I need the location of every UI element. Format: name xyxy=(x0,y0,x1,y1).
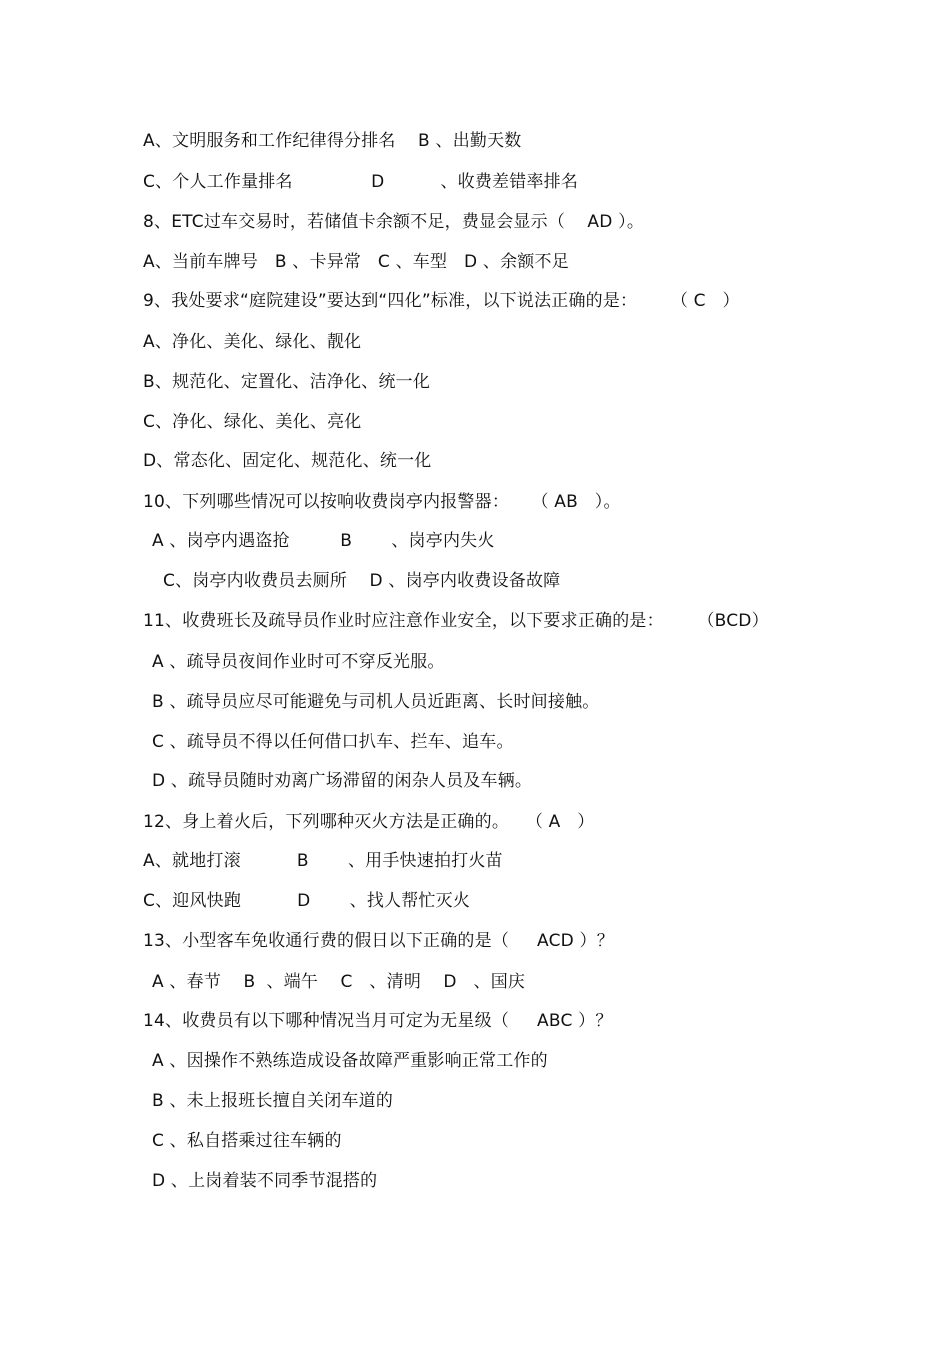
question-11-option-a: A 、疏导员夜间作业时可不穿反光服。 xyxy=(152,652,445,672)
option-line-a: A、文明服务和工作纪律得分排名 B 、出勤天数 xyxy=(143,131,522,151)
question-8: 8、ETC过车交易时，若储值卡余额不足，费显会显示（ AD ）。 xyxy=(143,212,645,232)
question-11-option-c: C 、疏导员不得以任何借口扒车、拦车、追车。 xyxy=(152,732,514,752)
question-12-options-ab: A、就地打滚 B 、用手快速拍打火苗 xyxy=(143,851,503,871)
question-14: 14、收费员有以下哪种情况当月可定为无星级（ ABC ）？ xyxy=(143,1011,613,1031)
question-13-options: A 、春节 B 、端午 C 、清明 D 、国庆 xyxy=(152,972,526,992)
question-11: 11、收费班长及疏导员作业时应注意作业安全，以下要求正确的是： （BCD） xyxy=(143,611,769,631)
question-14-option-a: A 、因操作不熟练造成设备故障严重影响正常工作的 xyxy=(152,1051,548,1071)
question-12-options-cd: C、迎风快跑 D 、找人帮忙灭火 xyxy=(143,891,471,911)
question-12: 12、身上着火后，下列哪种灭火方法是正确的。 （ A ） xyxy=(143,812,595,832)
question-10-options-ab: A 、岗亭内遇盗抢 B 、岗亭内失火 xyxy=(152,531,495,551)
question-9: 9、我处要求“庭院建设”要达到“四化”标准，以下说法正确的是： （ C ） xyxy=(143,291,740,311)
question-11-option-b: B 、疏导员应尽可能避免与司机人员近距离、长时间接触。 xyxy=(152,692,600,712)
question-8-options: A、当前车牌号 B 、卡异常 C 、车型 D 、余额不足 xyxy=(143,252,569,272)
question-10: 10、下列哪些情况可以按响收费岗亭内报警器： （ AB ）。 xyxy=(143,492,621,512)
question-9-option-c: C、净化、绿化、美化、亮化 xyxy=(143,412,362,432)
question-10-options-cd: C、岗亭内收费员去厕所 D 、岗亭内收费设备故障 xyxy=(163,571,561,591)
option-line-c: C、个人工作量排名 D 、收费差错率排名 xyxy=(143,172,579,192)
question-13: 13、小型客车免收通行费的假日以下正确的是（ ACD ）？ xyxy=(143,931,614,951)
question-14-option-c: C 、私自搭乘过往车辆的 xyxy=(152,1131,342,1151)
question-9-option-d: D、常态化、固定化、规范化、统一化 xyxy=(143,451,432,471)
question-9-option-a: A、净化、美化、绿化、靓化 xyxy=(143,332,362,352)
question-14-option-b: B 、未上报班长擅自关闭车道的 xyxy=(152,1091,394,1111)
question-14-option-d: D 、上岗着装不同季节混搭的 xyxy=(152,1171,378,1191)
question-9-option-b: B、规范化、定置化、洁净化、统一化 xyxy=(143,372,431,392)
question-11-option-d: D 、疏导员随时劝离广场滞留的闲杂人员及车辆。 xyxy=(152,771,533,791)
